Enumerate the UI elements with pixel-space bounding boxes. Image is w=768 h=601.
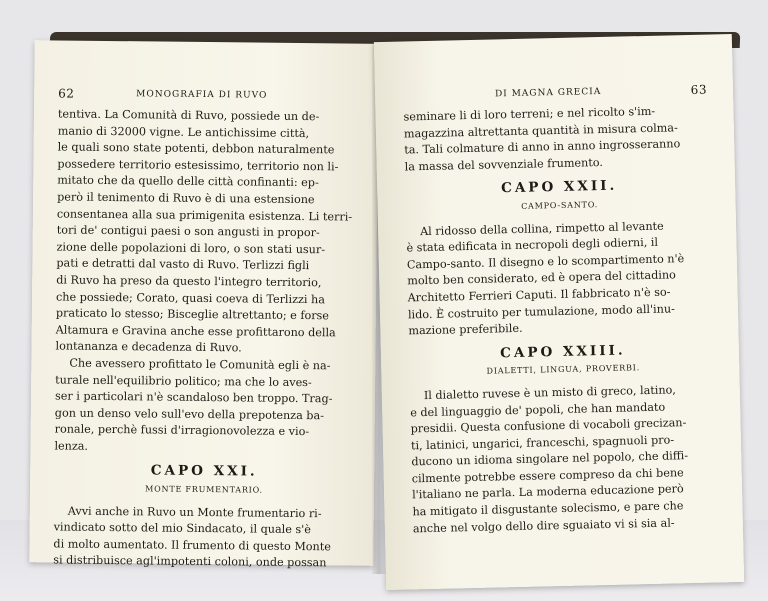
text-line: ser i particolari n'è scandaloso ben troppo. Trag- <box>54 389 333 406</box>
right-page-number: 63 <box>690 82 708 97</box>
text-line: mitato che da quello delle città confinanti: ep- <box>57 173 319 190</box>
text-line: Avvi anche in Ruvo un Monte frumentario ri- <box>67 504 322 520</box>
text-line: gon un denso velo sull'evo della prepotenza ba- <box>54 406 325 422</box>
capo-xxiii-subtitle: DIALETTI, LINGUA, PROVERBI. <box>486 363 641 376</box>
text-line: vindicato sotto del mio Sindacato, il quale s'è <box>53 520 311 537</box>
left-page <box>29 40 378 570</box>
open-book <box>22 24 750 589</box>
capo-xxi-subtitle: MONTE FRUMENTARIO. <box>145 484 263 495</box>
text-line: lenza. <box>54 439 89 453</box>
text-line: Architetto Ferrieri Caputi. Il fabbricato n'è so- <box>407 285 671 305</box>
text-line: Il dialetto ruvese è un misto di greco, latino, <box>423 383 677 402</box>
text-line: tori de' contigui paesi o son angusti in propor- <box>56 223 320 240</box>
text-line: ta. Tali colmature di anno in anno ingrosseranno <box>404 137 681 157</box>
text-line: zione delle popolazioni di loro, o son stati usur- <box>56 240 326 257</box>
text-line: Che avessero profittato le Comunità egli è na- <box>69 356 331 373</box>
capo-xxii-heading: CAPO XXII. <box>500 178 618 197</box>
capo-xxii-subtitle: CAMPO-SANTO. <box>521 200 599 211</box>
text-line: è stata edificata in necropoli degli odierni, il <box>406 235 659 255</box>
text-line: anche nel volgo dello dire sguaiato vi si sia al- <box>412 516 675 536</box>
text-line: Al ridosso della collina, rimpetto al levante <box>419 219 664 238</box>
text-line: ronale, perchè fussi d'irragionovolezza e vio- <box>54 422 310 439</box>
text-line: consentanea alla sua primigenita esistenza. Li terri- <box>56 207 353 224</box>
left-page-number: 62 <box>58 86 75 101</box>
left-running-title: MONOGRAFIA DI RUVO <box>136 89 268 101</box>
left-paragraph-1 <box>55 106 358 358</box>
text-line: lontananza e decadenza di Ruvo. <box>55 339 242 355</box>
left-paragraph-2 <box>54 355 355 458</box>
left-paragraph-3 <box>53 503 354 573</box>
text-line: lido. È costruito per tumulazione, modo all'inu- <box>407 301 676 321</box>
text-line: praticato lo stesso; Bisceglie altrettanto; e forse <box>55 306 330 323</box>
capo-xxi-heading: CAPO XXI. <box>150 462 258 481</box>
text-line: ducono un idioma singolare nel popolo, che diffi- <box>411 449 689 469</box>
right-paragraph-3 <box>410 381 721 537</box>
text-line: Campo-santo. Il disegno e lo scompartimento n'è <box>406 251 685 272</box>
text-line: ti, latinici, ungarici, franceschi, spagnuoli pro- <box>410 433 675 453</box>
text-line: la massa del sovvenziale frumento. <box>404 155 604 174</box>
right-page-text <box>403 102 721 537</box>
text-line: mazione preferibile. <box>408 321 523 338</box>
text-line: cilmente potrebbe essere compreso da chi bene <box>411 466 684 486</box>
text-line: tentiva. La Comunità di Ruvo, possiede un de- <box>57 107 320 124</box>
text-line: presidii. Questa confusione di vocaboli grecizan- <box>410 416 687 436</box>
text-line: turale nell'equilibrio politico; ma che lo aves- <box>55 372 312 389</box>
text-line: molto ben considerato, ed è opera del cittadino <box>407 268 676 288</box>
text-line: e del linguaggio de' popoli, che han mandato <box>410 400 666 419</box>
right-page <box>374 34 744 590</box>
text-line: di molto aumentato. Il frumento di questo Monte <box>53 537 331 554</box>
text-line: possedere territorio estesissimo, territorio non li- <box>57 157 339 174</box>
text-line: però il tenimento di Ruvo è di una estensione <box>57 190 315 207</box>
text-line: pati e detratti dal vasto di Ruvo. Terlizzi figli <box>56 256 310 273</box>
text-line: di Ruvo ha preso da questo l'integro territorio, <box>56 273 322 290</box>
text-line: l'italiano ne parla. La moderna educazione però <box>411 482 684 502</box>
text-line: le quali sono state potenti, debbon naturalmente <box>57 140 335 157</box>
text-line: si distribuisce agl'impotenti coloni, onde possan <box>53 553 327 570</box>
text-line: che possiede; Corato, quasi coeva di Terlizzi ha <box>55 289 326 306</box>
right-paragraph-1 <box>403 102 712 175</box>
text-line: Altamura e Gravina anche esse profittarono della <box>55 323 336 340</box>
text-line: seminare li di loro terreni; e nel ricolto s'im- <box>403 104 656 124</box>
right-running-title: DI MAGNA GRECIA <box>494 86 602 100</box>
text-line: manio di 32000 vigne. Le antichissime città, <box>57 124 310 140</box>
left-page-text <box>53 106 358 572</box>
text-line: ha mitigato il disgustante solecismo, e pare che <box>412 499 684 519</box>
left-running-head <box>58 86 356 105</box>
capo-xxiii-heading: CAPO XXIII. <box>500 342 626 362</box>
right-paragraph-2 <box>406 217 717 340</box>
right-running-head <box>399 82 711 105</box>
text-line: magazzina altrettanta quantità in misura colma- <box>403 120 678 141</box>
